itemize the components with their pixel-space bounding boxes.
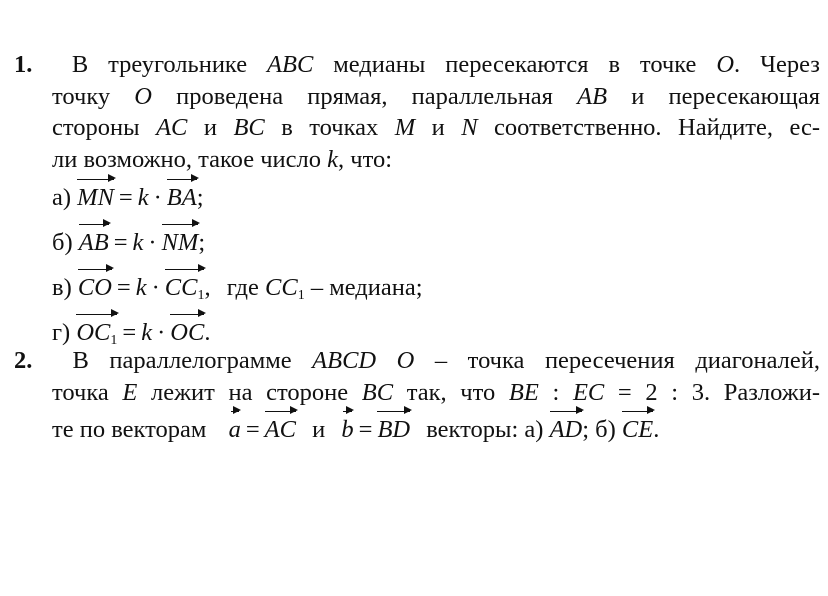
problem-1-item-a	[14, 175, 820, 220]
problem-number: 2.	[14, 347, 33, 374]
text: и	[312, 416, 326, 443]
problem-1-line-3: стороны AC и BC в точках M и N соответственно. Найдите, ес-	[52, 114, 820, 141]
problem-2-line-3	[14, 408, 820, 452]
vector-nm: NM	[162, 231, 199, 256]
scalar-k: k	[141, 319, 153, 346]
equals-sign: =	[116, 274, 131, 301]
dot-operator: ·	[151, 274, 160, 301]
equals-sign: =	[122, 319, 137, 346]
vector-oc: OC	[170, 321, 204, 346]
punct: ;	[196, 184, 204, 211]
punct: ;	[198, 229, 206, 256]
text: векторы: а)	[426, 416, 544, 443]
problem-1	[14, 49, 820, 355]
scalar-k: k	[137, 184, 149, 211]
item-label: г)	[52, 319, 71, 346]
punct: .	[204, 319, 211, 346]
note-text: где	[226, 274, 259, 301]
vector-mn: MN	[77, 186, 114, 211]
problem-2	[14, 345, 820, 452]
problem-1-line-2: точку O проведена прямая, параллельная AB и пересекающая	[52, 82, 820, 110]
vector-a: a	[229, 418, 241, 443]
problem-1-line-4: ли возможно, такое число k, что:	[52, 145, 393, 173]
punct: ,	[204, 274, 211, 301]
vector-ac: AC	[265, 418, 296, 443]
item-label: б)	[52, 229, 73, 256]
vector-ab: AB	[79, 231, 109, 256]
equals-sign: =	[358, 416, 373, 443]
text: те по векторам	[52, 416, 207, 443]
dot-operator: ·	[153, 184, 162, 211]
vector-ce: CE	[622, 418, 653, 443]
note-text: – медиана;	[310, 274, 423, 301]
problem-2-line-2: точка E лежит на стороне BC так, что BE : EC = 2 : 3. Разложи-	[52, 378, 820, 406]
vector-b: b	[341, 418, 353, 443]
equals-sign: =	[118, 184, 133, 211]
dot-operator: ·	[148, 229, 157, 256]
text: ; б)	[582, 416, 616, 443]
equals-sign: =	[113, 229, 128, 256]
vector-cc1: $CC_1$	[165, 276, 205, 301]
punct: .	[653, 416, 660, 443]
segment-cc1: CC	[265, 274, 298, 301]
dot-operator: ·	[157, 319, 166, 346]
problem-number: 1.	[14, 51, 33, 78]
problem-2-line-1: 2. В параллелограмме ABCD O – точка пересечения диагоналей,	[14, 345, 820, 377]
vector-oc1: $OC_1$	[76, 321, 117, 346]
problem-1-item-b	[14, 220, 820, 265]
scalar-k: k	[135, 274, 147, 301]
item-label: в)	[52, 274, 72, 301]
subscript: 1	[297, 288, 305, 303]
problem-1-item-c	[14, 265, 820, 310]
vector-bd: BD	[377, 418, 410, 443]
scalar-k: k	[132, 229, 144, 256]
problem-1-line-1: 1. В треугольнике ABC медианы пересекаются в точке O. Через	[14, 49, 820, 81]
vector-co: CO	[78, 276, 112, 301]
item-label: а)	[52, 184, 72, 211]
equals-sign: =	[245, 416, 260, 443]
vector-ad: AD	[550, 418, 583, 443]
vector-ba: BA	[167, 186, 197, 211]
